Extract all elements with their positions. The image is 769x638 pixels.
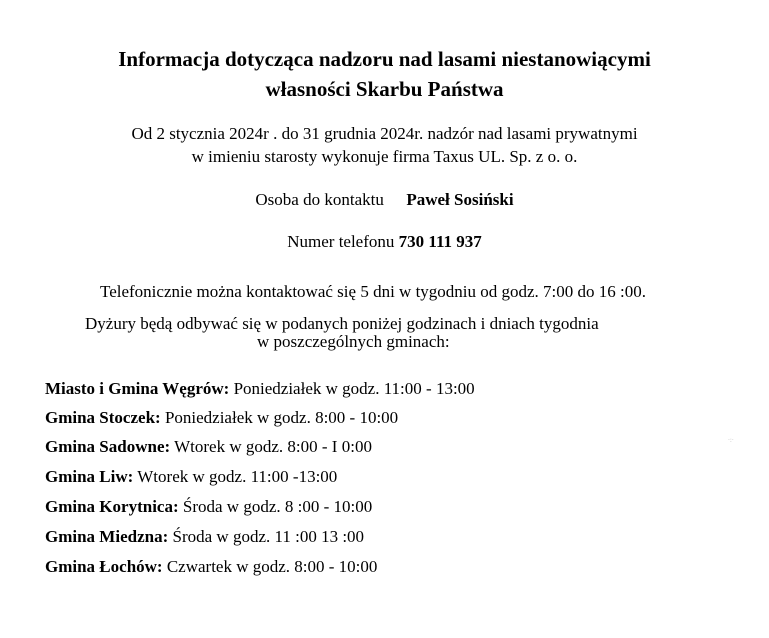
contact-label: Osoba do kontaktu	[255, 190, 384, 209]
schedule-row	[45, 467, 337, 487]
schedule-time: Środa w godz. 8 :00 - 10:00	[182, 497, 373, 516]
page-title-line-2: własności Skarbu Państwa	[265, 77, 504, 101]
schedule-row	[45, 557, 377, 577]
schedule-time: Poniedziałek w godz. 8:00 - 10:00	[164, 408, 399, 427]
contact-name: Paweł Sosiński	[406, 190, 514, 209]
phone-availability: Telefonicznie można kontaktować się 5 dni w tygodniu od godz. 7:00 do 16 :00.	[100, 282, 647, 301]
contact-line	[0, 190, 769, 210]
phone-line	[0, 232, 769, 252]
schedule-place: Gmina Stoczek:	[45, 408, 161, 427]
page-title-line-1: Informacja dotycząca nadzoru nad lasami niestanowiącymi	[118, 47, 651, 71]
stray-mark: ·:·	[728, 437, 734, 444]
schedule-row	[45, 527, 364, 547]
schedule-place: Gmina Liw:	[45, 467, 134, 486]
duty-intro-line-1: Dyżury będą odbywać się w podanych poniżej godzinach i dniach tygodnia	[85, 314, 599, 333]
intro-line-1: Od 2 stycznia 2024r . do 31 grudnia 2024r. nadzór nad lasami prywatnymi	[131, 124, 638, 143]
intro-line-2: w imieniu starosty wykonuje firma Taxus UL. Sp. z o. o.	[191, 147, 578, 166]
schedule-place: Gmina Sadowne:	[45, 437, 171, 456]
duty-intro-line-2: w poszczególnych gminach:	[257, 332, 450, 351]
schedule-place: Gmina Łochów:	[45, 557, 163, 576]
phone-label: Numer telefonu	[287, 232, 395, 251]
schedule-row	[45, 497, 372, 517]
schedule-place: Gmina Korytnica:	[45, 497, 179, 516]
schedule-time: Wtorek w godz. 11:00 -13:00	[137, 467, 338, 486]
schedule-time: Poniedziałek w godz. 11:00 - 13:00	[233, 379, 475, 398]
schedule-time: Czwartek w godz. 8:00 - 10:00	[166, 557, 378, 576]
schedule-row	[45, 379, 475, 399]
schedule-place: Miasto i Gmina Węgrów:	[45, 379, 230, 398]
schedule-place: Gmina Miedzna:	[45, 527, 169, 546]
schedule-row	[45, 408, 398, 428]
schedule-time: Wtorek w godz. 8:00 - I 0:00	[174, 437, 372, 456]
phone-number: 730 111 937	[398, 232, 482, 251]
schedule-row	[45, 437, 372, 457]
schedule-time: Środa w godz. 11 :00 13 :00	[172, 527, 365, 546]
